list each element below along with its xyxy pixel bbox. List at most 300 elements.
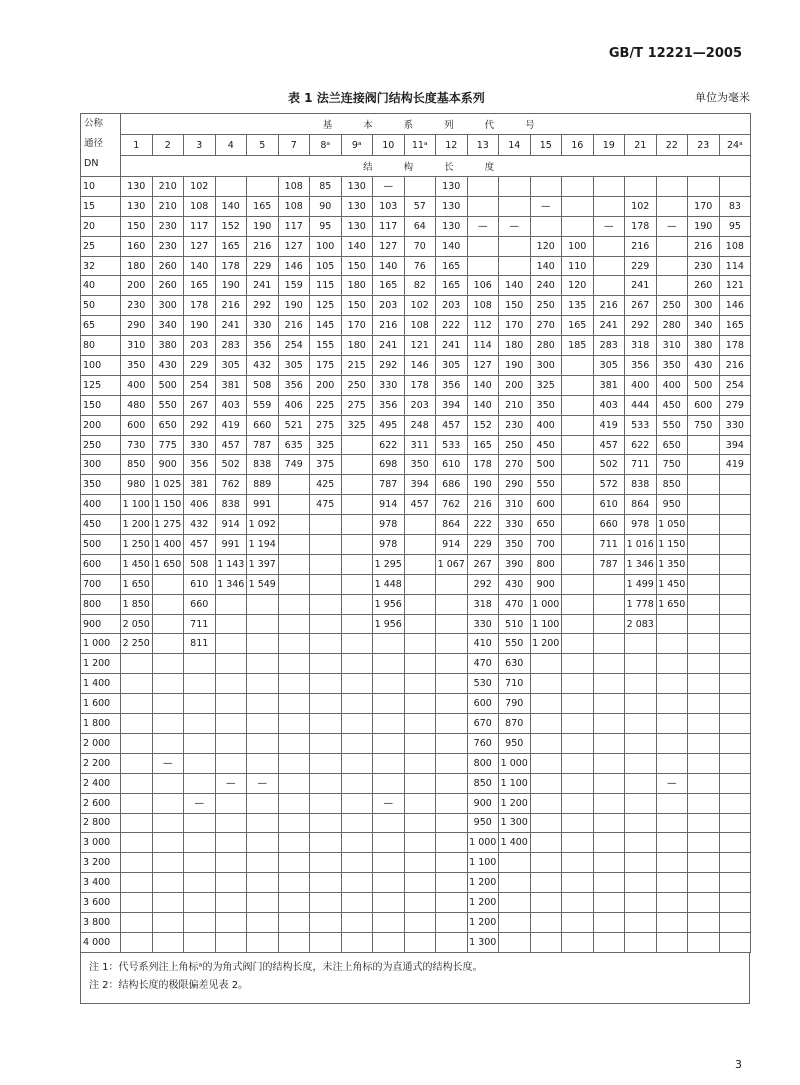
length-cell: 292 [467, 574, 499, 594]
length-cell [593, 694, 625, 714]
length-cell: 292 [184, 415, 216, 435]
length-cell [593, 873, 625, 893]
nominal-diameter-cell: 1 400 [81, 674, 121, 694]
length-cell [404, 893, 436, 913]
series-code-cell: 22 [656, 135, 688, 156]
length-cell [593, 196, 625, 216]
length-cell: 350 [656, 356, 688, 376]
length-cell: 419 [215, 415, 247, 435]
length-cell: 850 [656, 475, 688, 495]
length-cell [121, 833, 153, 853]
length-cell [341, 634, 373, 654]
length-cell: 140 [373, 256, 405, 276]
length-cell: 165 [467, 435, 499, 455]
length-cell [152, 714, 184, 734]
length-cell: 140 [184, 256, 216, 276]
table-title: 表 1 法兰连接阀门结构长度基本系列 [288, 91, 485, 105]
length-cell [719, 733, 751, 753]
length-cell [278, 714, 310, 734]
length-cell [593, 853, 625, 873]
length-cell: 432 [184, 515, 216, 535]
length-cell [436, 594, 468, 614]
length-cell [593, 654, 625, 674]
length-cell [310, 773, 342, 793]
length-cell: 950 [467, 813, 499, 833]
length-cell [341, 614, 373, 634]
length-cell [562, 893, 594, 913]
table-row [81, 236, 751, 256]
length-cell [719, 753, 751, 773]
length-cell [593, 773, 625, 793]
length-cell: 711 [593, 535, 625, 555]
length-cell: 530 [467, 674, 499, 694]
length-cell [656, 177, 688, 197]
length-cell [373, 634, 405, 654]
table-row [81, 256, 751, 276]
length-cell: 300 [530, 356, 562, 376]
length-cell: 1 650 [656, 594, 688, 614]
nominal-diameter-cell: 1 200 [81, 654, 121, 674]
length-cell [310, 753, 342, 773]
series-code-cell: 7 [278, 135, 310, 156]
length-cell [688, 475, 720, 495]
length-cell [625, 853, 657, 873]
length-cell: 121 [719, 276, 751, 296]
length-cell [278, 733, 310, 753]
length-cell: 610 [436, 455, 468, 475]
length-cell: 1 956 [373, 594, 405, 614]
length-cell [593, 574, 625, 594]
length-cell: 152 [467, 415, 499, 435]
length-cell [499, 873, 531, 893]
length-cell: 375 [310, 455, 342, 475]
length-cell: 270 [530, 316, 562, 336]
length-cell: 108 [278, 196, 310, 216]
length-cell: 600 [121, 415, 153, 435]
length-cell: 444 [625, 395, 657, 415]
table-row [81, 475, 751, 495]
length-cell [719, 912, 751, 932]
table-row [81, 336, 751, 356]
length-cell: 102 [184, 177, 216, 197]
nominal-diameter-cell: 32 [81, 256, 121, 276]
length-cell: 914 [215, 515, 247, 535]
nominal-diameter-cell: 25 [81, 236, 121, 256]
length-cell: 241 [625, 276, 657, 296]
standard-code: GB/T 12221—2005 [608, 46, 742, 61]
length-cell [152, 793, 184, 813]
length-cell [530, 714, 562, 734]
series-code-cell: 21 [625, 135, 657, 156]
length-cell: 180 [121, 256, 153, 276]
length-cell: 190 [184, 316, 216, 336]
length-cell [215, 912, 247, 932]
nominal-diameter-cell: 125 [81, 375, 121, 395]
length-cell: 650 [530, 515, 562, 535]
length-cell [562, 614, 594, 634]
length-cell [341, 535, 373, 555]
series-code-cell: 3 [184, 135, 216, 156]
length-cell [436, 654, 468, 674]
length-cell: 450 [656, 395, 688, 415]
length-cell: 150 [341, 256, 373, 276]
length-cell [688, 674, 720, 694]
length-cell [593, 932, 625, 952]
length-cell [373, 654, 405, 674]
length-cell: 190 [499, 356, 531, 376]
length-cell [121, 773, 153, 793]
length-cell [625, 873, 657, 893]
length-cell: 1 650 [152, 554, 184, 574]
length-cell: 170 [688, 196, 720, 216]
length-cell: 305 [215, 356, 247, 376]
length-cell [341, 813, 373, 833]
length-cell [121, 853, 153, 873]
length-cell: 838 [247, 455, 279, 475]
length-cell: 1 000 [499, 753, 531, 773]
length-cell [152, 932, 184, 952]
length-cell [404, 833, 436, 853]
length-cell [215, 793, 247, 813]
length-cell: 229 [467, 535, 499, 555]
length-cell: 390 [499, 554, 531, 574]
length-cell [310, 674, 342, 694]
length-cell: 292 [625, 316, 657, 336]
length-cell: 1 200 [467, 873, 499, 893]
length-cell [530, 912, 562, 932]
length-cell [719, 535, 751, 555]
length-cell: 1 650 [121, 574, 153, 594]
length-cell [278, 813, 310, 833]
length-cell: 216 [215, 296, 247, 316]
length-cell [499, 853, 531, 873]
length-cell: 1 100 [121, 495, 153, 515]
length-cell [215, 853, 247, 873]
length-cell [341, 753, 373, 773]
nominal-diameter-cell: 150 [81, 395, 121, 415]
length-cell [562, 853, 594, 873]
length-cell: 241 [247, 276, 279, 296]
nominal-diameter-cell: 2 200 [81, 753, 121, 773]
length-cell: 403 [593, 395, 625, 415]
nominal-diameter-cell: 1 600 [81, 694, 121, 714]
length-cell [152, 813, 184, 833]
length-cell: 1 450 [121, 554, 153, 574]
length-cell [562, 873, 594, 893]
length-cell [719, 813, 751, 833]
length-cell [215, 893, 247, 913]
length-cell [152, 733, 184, 753]
length-cell: 1 400 [152, 535, 184, 555]
table-row [81, 773, 751, 793]
length-cell: 1 400 [499, 833, 531, 853]
nominal-diameter-cell: 900 [81, 614, 121, 634]
table-row [81, 793, 751, 813]
length-cell [656, 912, 688, 932]
length-cell [436, 753, 468, 773]
length-cell [625, 893, 657, 913]
length-cell: 310 [656, 336, 688, 356]
length-cell: 502 [593, 455, 625, 475]
length-cell: 622 [625, 435, 657, 455]
length-cell: 200 [310, 375, 342, 395]
note-1: 注 1：代号系列注上角标ᵃ的为角式阀门的结构长度，未注上角标的为直通式的结构长度。 [89, 961, 483, 973]
length-cell: 1 956 [373, 614, 405, 634]
length-cell: 425 [310, 475, 342, 495]
nominal-diameter-cell: 800 [81, 594, 121, 614]
length-cell [373, 893, 405, 913]
length-cell [562, 196, 594, 216]
length-cell: 108 [278, 177, 310, 197]
length-cell: 650 [152, 415, 184, 435]
length-cell: 254 [278, 336, 310, 356]
length-cell: 300 [152, 296, 184, 316]
length-cell [373, 694, 405, 714]
length-cell: 130 [436, 216, 468, 236]
length-cell [278, 793, 310, 813]
length-cell [310, 873, 342, 893]
length-cell [341, 773, 373, 793]
table-row [81, 912, 751, 932]
length-cell: 330 [184, 435, 216, 455]
length-cell: 400 [121, 375, 153, 395]
length-cell [341, 733, 373, 753]
length-cell: 230 [152, 236, 184, 256]
length-cell: 811 [184, 634, 216, 654]
length-cell [152, 654, 184, 674]
table-notes [80, 953, 750, 1004]
length-cell [247, 694, 279, 714]
series-code-cell: 2 [152, 135, 184, 156]
length-cell: 305 [278, 356, 310, 376]
length-cell [530, 833, 562, 853]
length-cell: — [152, 753, 184, 773]
length-cell: 430 [152, 356, 184, 376]
length-cell [341, 435, 373, 455]
length-cell [562, 535, 594, 555]
length-cell [404, 932, 436, 952]
length-cell: 292 [373, 356, 405, 376]
length-cell [656, 276, 688, 296]
length-cell: 117 [184, 216, 216, 236]
length-cell [562, 455, 594, 475]
length-cell [656, 196, 688, 216]
length-cell: 140 [215, 196, 247, 216]
length-cell: 1 150 [656, 535, 688, 555]
length-cell [719, 714, 751, 734]
series-code-cell: 8ᵃ [310, 135, 342, 156]
length-cell: 159 [278, 276, 310, 296]
length-cell: 305 [593, 356, 625, 376]
nominal-diameter-cell: 200 [81, 415, 121, 435]
length-cell [247, 614, 279, 634]
length-cell [562, 733, 594, 753]
length-cell: 200 [499, 375, 531, 395]
length-cell [278, 654, 310, 674]
length-cell [310, 912, 342, 932]
length-cell: 165 [436, 276, 468, 296]
length-cell [121, 654, 153, 674]
length-cell: 270 [499, 455, 531, 475]
length-cell [436, 773, 468, 793]
length-cell [184, 813, 216, 833]
length-cell [436, 813, 468, 833]
length-cell [719, 853, 751, 873]
length-cell: 105 [310, 256, 342, 276]
length-cell: 190 [688, 216, 720, 236]
length-cell: 190 [247, 216, 279, 236]
length-cell: 380 [152, 336, 184, 356]
length-cell: 500 [530, 455, 562, 475]
length-cell [310, 535, 342, 555]
length-cell: 914 [436, 535, 468, 555]
length-cell: 356 [625, 356, 657, 376]
length-cell: 127 [184, 236, 216, 256]
table-row [81, 733, 751, 753]
length-cell [562, 574, 594, 594]
length-cell: 260 [152, 276, 184, 296]
length-cell: 70 [404, 236, 436, 256]
length-cell: 2 250 [121, 634, 153, 654]
length-cell [688, 912, 720, 932]
length-cell: 635 [278, 435, 310, 455]
series-code-cell: 23 [688, 135, 720, 156]
length-cell: 108 [404, 316, 436, 336]
length-cell: 1 300 [467, 932, 499, 952]
length-cell [562, 813, 594, 833]
length-cell [562, 594, 594, 614]
length-cell: 267 [467, 554, 499, 574]
length-cell: 419 [593, 415, 625, 435]
length-cell: 216 [625, 236, 657, 256]
length-cell: 102 [404, 296, 436, 316]
length-cell: 311 [404, 435, 436, 455]
length-cell [625, 177, 657, 197]
length-cell [656, 236, 688, 256]
length-cell: 356 [373, 395, 405, 415]
length-cell: 216 [373, 316, 405, 336]
nominal-diameter-cell: 3 600 [81, 893, 121, 913]
length-cell: 127 [373, 236, 405, 256]
length-cell: 115 [310, 276, 342, 296]
length-cell [373, 873, 405, 893]
length-cell [247, 893, 279, 913]
length-cell: 82 [404, 276, 436, 296]
length-cell [530, 793, 562, 813]
length-cell: 533 [436, 435, 468, 455]
length-cell [184, 833, 216, 853]
length-cell: 250 [530, 296, 562, 316]
table-row [81, 375, 751, 395]
length-cell: 240 [530, 276, 562, 296]
length-cell: 900 [530, 574, 562, 594]
length-cell [278, 753, 310, 773]
length-cell: 165 [719, 316, 751, 336]
table-row [81, 535, 751, 555]
length-cell: 260 [688, 276, 720, 296]
length-cell [310, 833, 342, 853]
length-cell [278, 674, 310, 694]
length-cell: 356 [278, 375, 310, 395]
length-cell [404, 694, 436, 714]
length-cell: 450 [530, 435, 562, 455]
nominal-diameter-cell: 3 400 [81, 873, 121, 893]
length-cell [593, 714, 625, 734]
length-cell: 406 [184, 495, 216, 515]
length-cell [278, 495, 310, 515]
length-cell [373, 753, 405, 773]
series-code-cell: 14 [499, 135, 531, 156]
length-cell [152, 893, 184, 913]
length-cell: 325 [530, 375, 562, 395]
length-cell [499, 196, 531, 216]
length-cell [593, 236, 625, 256]
length-cell [341, 873, 373, 893]
length-cell [215, 733, 247, 753]
series-code-cell: 16 [562, 135, 594, 156]
length-cell [625, 634, 657, 654]
length-cell: 292 [247, 296, 279, 316]
length-cell: 117 [373, 216, 405, 236]
length-cell [310, 714, 342, 734]
length-cell [593, 833, 625, 853]
length-cell: — [373, 177, 405, 197]
length-cell [436, 833, 468, 853]
length-cell: 508 [184, 554, 216, 574]
length-cell: 127 [278, 236, 310, 256]
length-cell [593, 793, 625, 813]
length-cell [656, 714, 688, 734]
series-code-cell: 4 [215, 135, 247, 156]
length-cell [121, 873, 153, 893]
length-cell: 130 [341, 216, 373, 236]
length-cell [656, 654, 688, 674]
length-cell: 150 [341, 296, 373, 316]
length-cell: 480 [121, 395, 153, 415]
table-row [81, 594, 751, 614]
series-code-cell: 15 [530, 135, 562, 156]
length-cell [436, 793, 468, 813]
length-cell: 1 850 [121, 594, 153, 614]
length-cell: 215 [341, 356, 373, 376]
length-cell [404, 574, 436, 594]
length-cell [719, 475, 751, 495]
length-cell: 178 [719, 336, 751, 356]
length-cell [719, 574, 751, 594]
length-cell [215, 594, 247, 614]
nominal-diameter-cell: 600 [81, 554, 121, 574]
length-cell: 380 [688, 336, 720, 356]
length-cell [719, 495, 751, 515]
length-cell: 210 [499, 395, 531, 415]
length-cell: — [373, 793, 405, 813]
length-cell [562, 714, 594, 734]
length-cell: 112 [467, 316, 499, 336]
length-cell: 610 [184, 574, 216, 594]
length-cell: 1 143 [215, 554, 247, 574]
length-cell [341, 554, 373, 574]
length-cell [215, 634, 247, 654]
length-cell: 114 [467, 336, 499, 356]
length-cell [184, 694, 216, 714]
series-code-cell: 13 [467, 135, 499, 156]
nominal-diameter-cell: 3 800 [81, 912, 121, 932]
length-cell: 660 [593, 515, 625, 535]
corner-label: 公称 [84, 118, 104, 129]
length-cell [341, 674, 373, 694]
length-cell: — [593, 216, 625, 236]
length-cell [247, 873, 279, 893]
